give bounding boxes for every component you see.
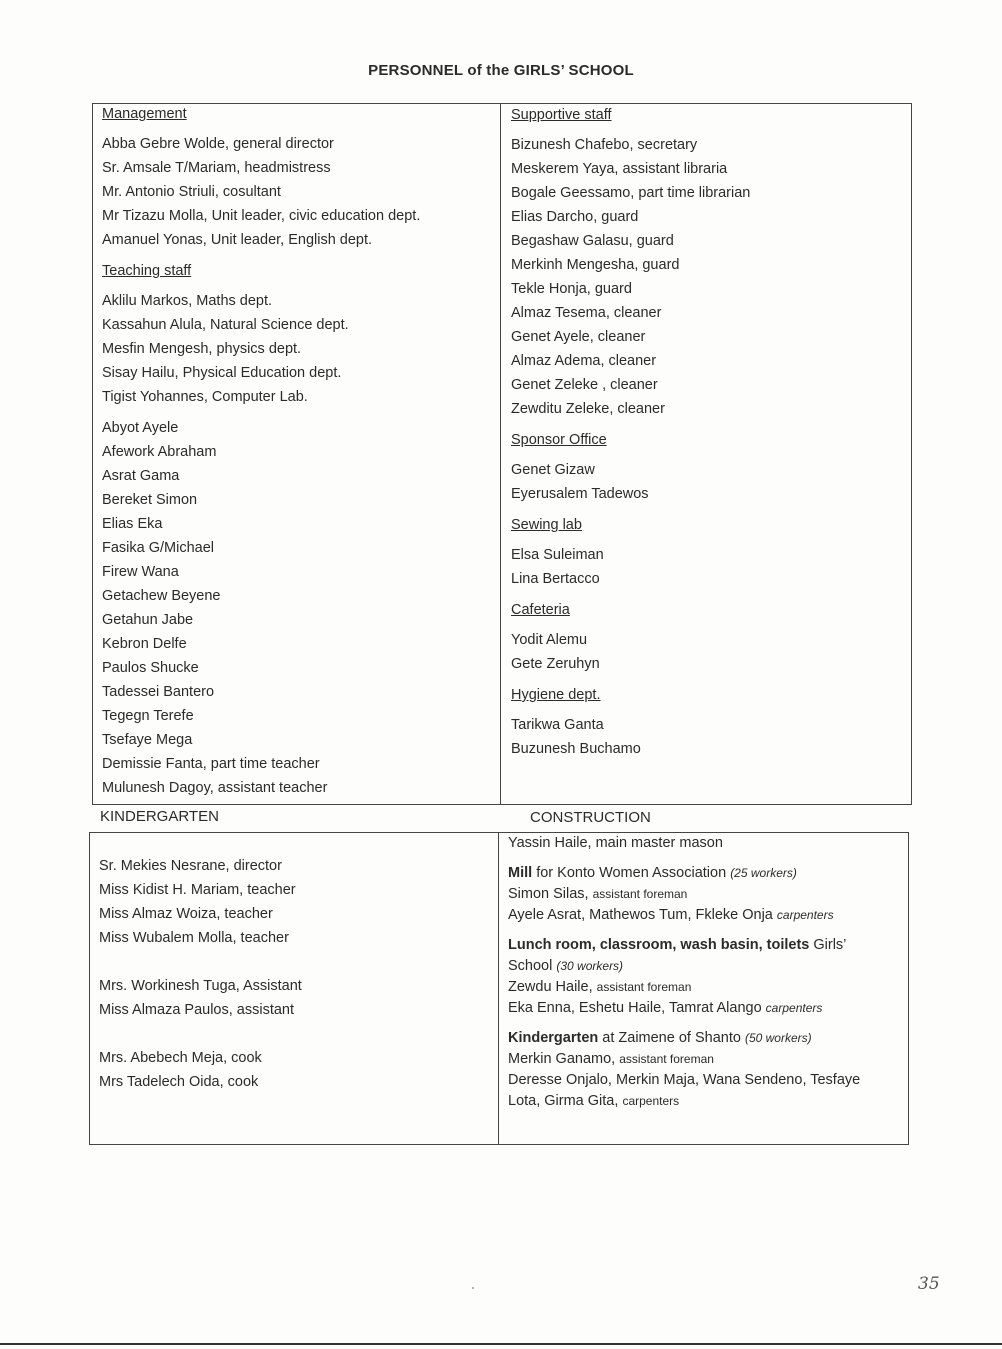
right-column xyxy=(511,103,906,761)
lower-table-divider xyxy=(498,832,499,1145)
scan-edge xyxy=(0,1343,1002,1345)
list-item: Getachew Beyene xyxy=(102,588,221,604)
list-item: Elsa Suleiman xyxy=(511,547,604,563)
foreman-name: Zewdu Haile, xyxy=(508,979,597,995)
master-mason: Yassin Haile, main master mason xyxy=(508,835,723,851)
management-heading: Management xyxy=(102,106,187,122)
carpenters-names-cont: Lota, Girma Gita, xyxy=(508,1093,623,1109)
carpenters-names: Deresse Onjalo, Merkin Maja, Wana Sendeno, Tesfaye xyxy=(508,1072,861,1088)
list-item: Mrs. Workinesh Tuga, Assistant xyxy=(99,978,302,994)
list-item: Mr Tizazu Molla, Unit leader, civic education dept. xyxy=(102,208,421,224)
list-item: Tadessei Bantero xyxy=(102,684,215,700)
project-name: Mill xyxy=(508,865,533,881)
list-item: Miss Kidist H. Mariam, teacher xyxy=(99,882,296,898)
workers-count: (30 workers) xyxy=(556,959,624,973)
list-item: Asrat Gama xyxy=(102,468,180,484)
page-number: 35 xyxy=(918,1274,940,1294)
list-item: Tekle Honja, guard xyxy=(511,281,632,297)
list-item: Genet Zeleke , cleaner xyxy=(511,377,658,393)
list-item: Eyerusalem Tadewos xyxy=(511,486,649,502)
list-item: Mulunesh Dagoy, assistant teacher xyxy=(102,780,328,796)
workers-count: (50 workers) xyxy=(744,1031,812,1045)
project-place-cont: School xyxy=(508,958,557,974)
project-name: Lunch room, classroom, wash basin, toilets xyxy=(508,937,810,953)
list-item: Genet Gizaw xyxy=(511,462,595,478)
list-item: Abba Gebre Wolde, general director xyxy=(102,136,334,152)
foreman-name: Simon Silas, xyxy=(508,886,593,902)
list-item: Elias Eka xyxy=(102,516,163,532)
foreman-role: assistant foreman xyxy=(592,887,688,901)
project-place: at Zaimene of Shanto xyxy=(598,1030,745,1046)
list-item: Miss Wubalem Molla, teacher xyxy=(99,930,289,946)
mill-project xyxy=(508,863,904,926)
carpenters-names: Ayele Asrat, Mathewos Tum, Fkleke Onja xyxy=(508,907,777,923)
sewing-heading: Sewing lab xyxy=(511,517,582,533)
list-item: Afework Abraham xyxy=(102,444,217,460)
construction-column xyxy=(508,833,904,1112)
staff-table-divider xyxy=(500,103,501,805)
lunch-project xyxy=(508,935,904,1019)
teaching-heading: Teaching staff xyxy=(102,263,192,279)
list-item: Begashaw Galasu, guard xyxy=(511,233,674,249)
list-item: Tsefaye Mega xyxy=(102,732,193,748)
dept-heads-list xyxy=(102,289,497,409)
list-item: Bereket Simon xyxy=(102,492,198,508)
list-item: Mr. Antonio Striuli, cosultant xyxy=(102,184,281,200)
list-item: Kebron Delfe xyxy=(102,636,187,652)
list-item: Kassahun Alula, Natural Science dept. xyxy=(102,317,349,333)
list-item: Miss Almaz Woiza, teacher xyxy=(99,906,273,922)
list-item: Gete Zeruhyn xyxy=(511,656,600,672)
kindergarten-column xyxy=(99,854,489,1094)
list-item: Firew Wana xyxy=(102,564,179,580)
project-place: for Konto Women Association xyxy=(532,865,731,881)
list-item: Mrs. Abebech Meja, cook xyxy=(99,1050,262,1066)
cafeteria-heading: Cafeteria xyxy=(511,602,570,618)
kindergarten-heading: KINDERGARTEN xyxy=(100,808,219,825)
list-item: Abyot Ayele xyxy=(102,420,179,436)
carpenters-role: carpenters xyxy=(622,1094,680,1108)
list-item: Buzunesh Buchamo xyxy=(511,741,641,757)
foreman-role: assistant foreman xyxy=(596,980,692,994)
list-item: Mrs Tadelech Oida, cook xyxy=(99,1074,259,1090)
list-item: Mesfin Mengesh, physics dept. xyxy=(102,341,302,357)
construction-heading: CONSTRUCTION xyxy=(530,809,651,826)
list-item: Demissie Fanta, part time teacher xyxy=(102,756,320,772)
list-item: Almaz Adema, cleaner xyxy=(511,353,657,369)
hygiene-heading: Hygiene dept. xyxy=(511,687,601,703)
list-item: Paulos Shucke xyxy=(102,660,199,676)
list-item: Genet Ayele, cleaner xyxy=(511,329,646,345)
list-item: Tegegn Terefe xyxy=(102,708,194,724)
left-column xyxy=(102,102,497,800)
page-title: PERSONNEL of the GIRLS’ SCHOOL xyxy=(368,62,634,79)
list-item: Yodit Alemu xyxy=(511,632,588,648)
list-item: Almaz Tesema, cleaner xyxy=(511,305,662,321)
foreman-role: assistant foreman xyxy=(619,1052,714,1066)
carpenters-role: carpenters xyxy=(776,908,834,922)
project-place: Girls’ xyxy=(809,937,847,953)
list-item: Sr. Amsale T/Mariam, headmistress xyxy=(102,160,331,176)
project-name: Kindergarten xyxy=(508,1030,599,1046)
list-item: Tigist Yohannes, Computer Lab. xyxy=(102,389,308,405)
list-item: Elias Darcho, guard xyxy=(511,209,639,225)
list-item: Bizunesh Chafebo, secretary xyxy=(511,137,698,153)
list-item: Getahun Jabe xyxy=(102,612,194,628)
carpenters-names: Eka Enna, Eshetu Haile, Tamrat Alango xyxy=(508,1000,766,1016)
scan-speck xyxy=(472,1287,474,1289)
workers-count: (25 workers) xyxy=(730,866,797,880)
list-item: Aklilu Markos, Maths dept. xyxy=(102,293,273,309)
list-item: Meskerem Yaya, assistant libraria xyxy=(511,161,728,177)
list-item: Fasika G/Michael xyxy=(102,540,215,556)
list-item: Lina Bertacco xyxy=(511,571,600,587)
management-list xyxy=(102,132,497,252)
list-item: Tarikwa Ganta xyxy=(511,717,604,733)
list-item: Amanuel Yonas, Unit leader, English dept. xyxy=(102,232,373,248)
list-item: Miss Almaza Paulos, assistant xyxy=(99,1002,295,1018)
carpenters-role: carpenters xyxy=(765,1001,823,1015)
list-item: Zewditu Zeleke, cleaner xyxy=(511,401,665,417)
teachers-list xyxy=(102,416,497,800)
foreman-name: Merkin Ganamo, xyxy=(508,1051,620,1067)
list-item: Sr. Mekies Nesrane, director xyxy=(99,858,282,874)
list-item: Sisay Hailu, Physical Education dept. xyxy=(102,365,342,381)
sponsor-heading: Sponsor Office xyxy=(511,432,607,448)
list-item: Merkinh Mengesha, guard xyxy=(511,257,680,273)
list-item: Bogale Geessamo, part time librarian xyxy=(511,185,751,201)
supportive-list xyxy=(511,133,906,421)
supportive-heading: Supportive staff xyxy=(511,107,612,123)
kindergarten-project xyxy=(508,1028,904,1112)
